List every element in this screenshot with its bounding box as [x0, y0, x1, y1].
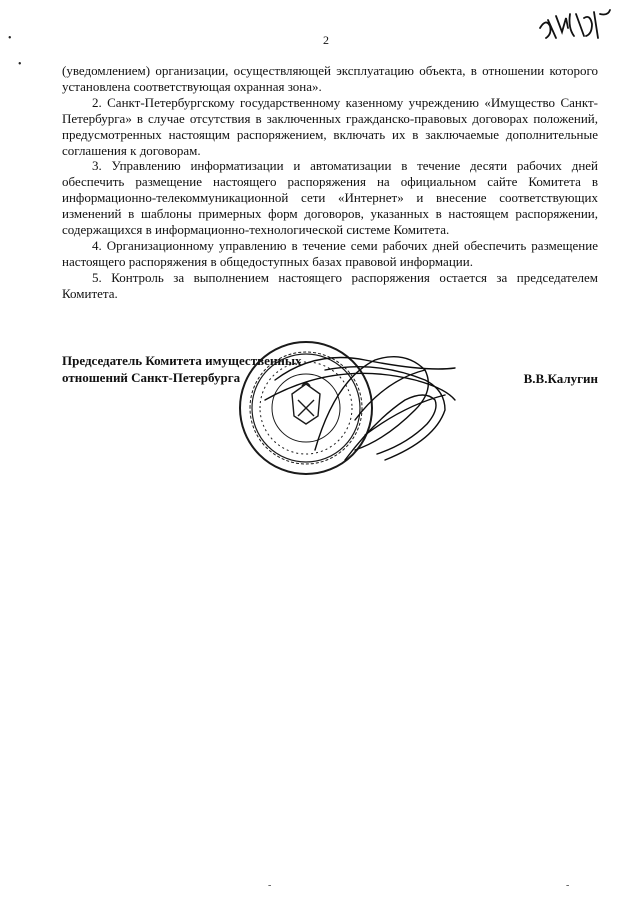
paragraph-4: 4. Организационному управлению в течение семи рабочих дней обеспечить размещение настоящего распоряжения в общедоступных базах правовой информации.: [62, 237, 598, 269]
paragraph-5: 5. Контроль за выполнением настоящего распоряжения остается за председателем Комитета.: [62, 269, 598, 301]
signer-name: В.В.Калугин: [523, 371, 598, 386]
footer-mark-right: -: [566, 880, 570, 891]
margin-mark-second: •: [18, 59, 22, 70]
footer-mark-left: -: [268, 880, 272, 891]
signer-position-line-2: отношений Санкт-Петербурга: [62, 370, 241, 385]
paragraph-3: 3. Управлению информатизации и автоматизации в течение десяти рабочих дней обеспечить размещение настоящего распоряжения на официальном сайте Комитета в информационно-телекоммуникационной сети «Интернет» и внесение соответствующих изменений в шаблоны примерных форм договоров, указанных в настоящем распоряжении, содержащихся в информационно-технологической системе Комитета.: [62, 158, 598, 238]
page-number: 2: [323, 33, 329, 47]
continuation-paragraph: (уведомлением) организации, осуществляющей эксплуатацию объекта, в отношении которого установлена соответствующая охранная зона».: [62, 63, 598, 94]
document-body: [62, 63, 598, 302]
handwritten-reference-note: [536, 6, 612, 46]
signer-position-line-1: Председатель Комитета имущественных: [62, 353, 302, 368]
paragraph-2: 2. Санкт-Петербургскому государственному казенному учреждению «Имущество Санкт-Петербурга» в случае отсутствия в заключенных гражданско-правовых договорах положений, предусмотренных настоящим распоряжением, включать их в заключаемые дополнительные соглашения к договорам.: [62, 94, 598, 158]
margin-mark-top: •: [8, 33, 12, 44]
handwritten-signature: [255, 340, 475, 470]
